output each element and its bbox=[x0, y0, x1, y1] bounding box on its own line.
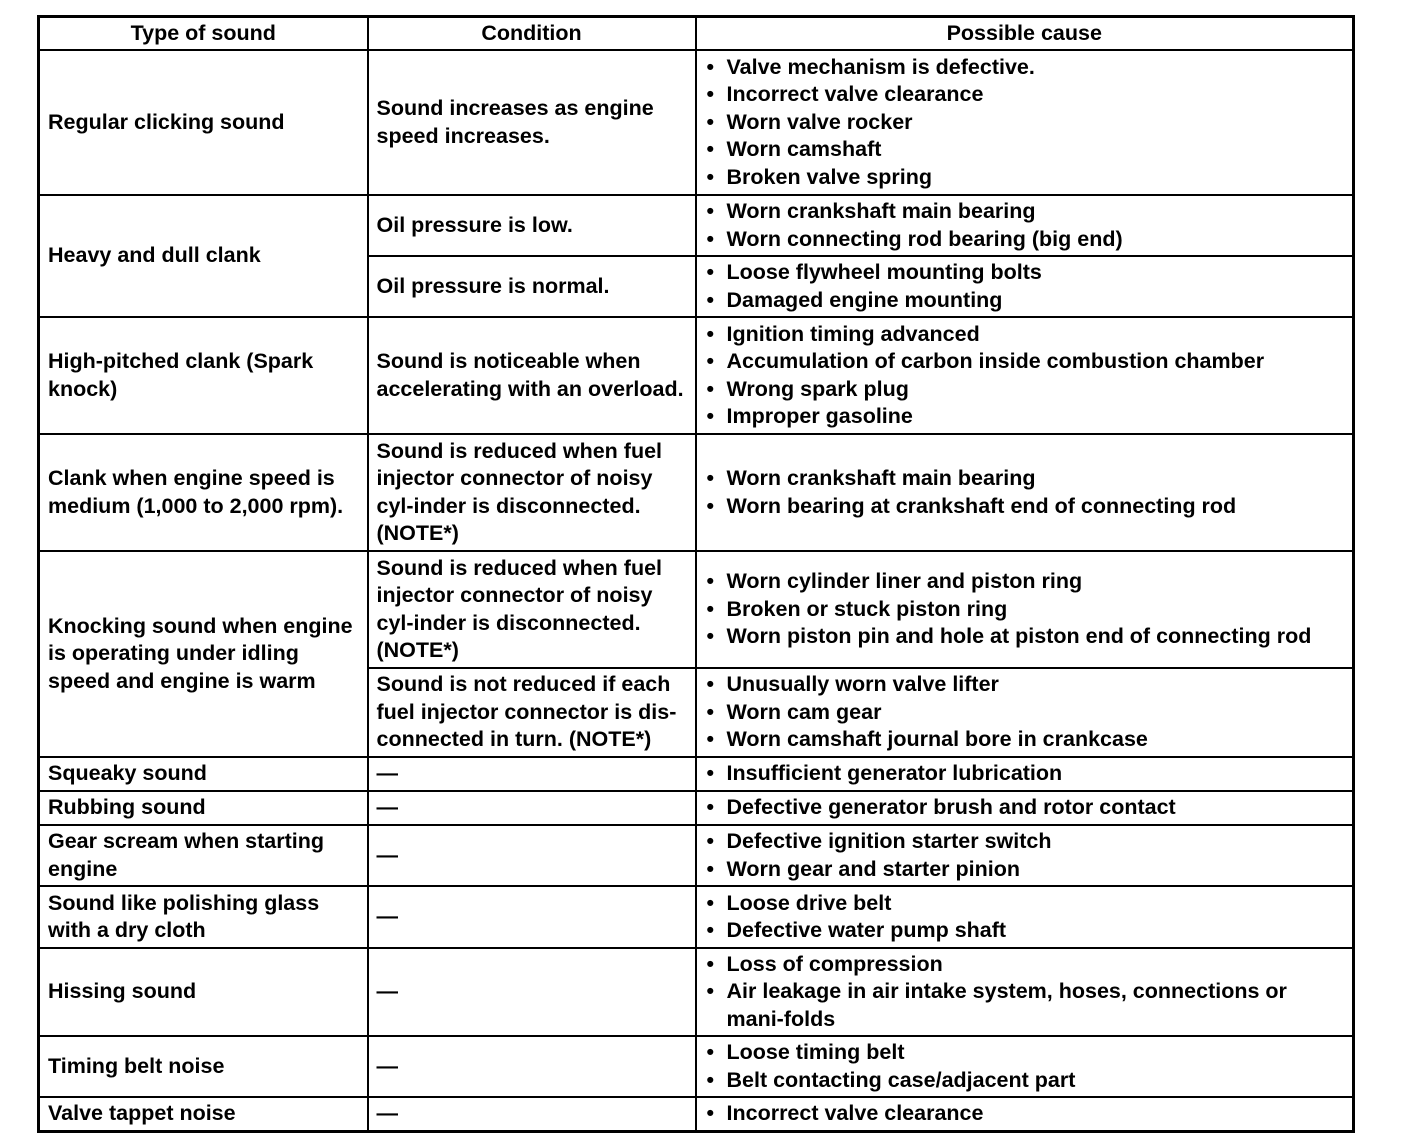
cause-item: • Valve mechanism is defective. bbox=[705, 54, 1345, 82]
cause-item: • Defective water pump shaft bbox=[705, 917, 1345, 945]
cause-list bbox=[705, 951, 1345, 1034]
table-row bbox=[39, 434, 1354, 551]
cause-list bbox=[705, 1039, 1345, 1094]
cause-item: • Worn bearing at crankshaft end of connecting rod bbox=[705, 493, 1345, 521]
cause-list bbox=[705, 828, 1345, 883]
condition-cell: — bbox=[368, 886, 696, 948]
cause-list bbox=[705, 890, 1345, 945]
cause-item: • Ignition timing advanced bbox=[705, 321, 1345, 349]
cause-item: • Worn cam gear bbox=[705, 699, 1345, 727]
condition-cell: — bbox=[368, 791, 696, 825]
engine-noise-troubleshooting-table bbox=[37, 15, 1355, 1133]
cause-list bbox=[705, 54, 1345, 192]
cause-item: • Accumulation of carbon inside combustion chamber bbox=[705, 348, 1345, 376]
cause-item: • Incorrect valve clearance bbox=[705, 81, 1345, 109]
sound-type-cell: Squeaky sound bbox=[39, 757, 368, 791]
cause-list bbox=[705, 259, 1345, 314]
cause-item: • Improper gasoline bbox=[705, 403, 1345, 431]
cause-item: • Worn gear and starter pinion bbox=[705, 856, 1345, 884]
table-row bbox=[39, 825, 1354, 886]
header-row bbox=[39, 17, 1354, 51]
cause-cell bbox=[696, 886, 1354, 948]
cause-item: • Damaged engine mounting bbox=[705, 287, 1345, 315]
cause-cell bbox=[696, 317, 1354, 434]
condition-cell: — bbox=[368, 1097, 696, 1131]
sound-type-cell: Rubbing sound bbox=[39, 791, 368, 825]
cause-list bbox=[705, 568, 1345, 651]
condition-cell: Sound is reduced when fuel injector connector of noisy cyl-inder is disconnected. (NOTE*) bbox=[368, 551, 696, 668]
table-row bbox=[39, 948, 1354, 1036]
sound-type-cell: Gear scream when starting engine bbox=[39, 825, 368, 886]
cause-item: • Loss of compression bbox=[705, 951, 1345, 979]
cause-item: • Incorrect valve clearance bbox=[705, 1100, 1345, 1128]
cause-item: • Defective ignition starter switch bbox=[705, 828, 1345, 856]
cause-item: • Loose timing belt bbox=[705, 1039, 1345, 1067]
header-possible-cause: Possible cause bbox=[696, 17, 1354, 51]
cause-item: • Worn camshaft bbox=[705, 136, 1345, 164]
header-type-of-sound: Type of sound bbox=[39, 17, 368, 51]
cause-item: • Belt contacting case/adjacent part bbox=[705, 1067, 1345, 1095]
condition-cell: — bbox=[368, 825, 696, 886]
condition-cell: Oil pressure is low. bbox=[368, 195, 696, 256]
condition-cell: Oil pressure is normal. bbox=[368, 256, 696, 317]
table-row bbox=[39, 195, 1354, 256]
cause-list bbox=[705, 760, 1345, 788]
cause-item: • Defective generator brush and rotor contact bbox=[705, 794, 1345, 822]
table-row bbox=[39, 886, 1354, 948]
sound-type-cell: Valve tappet noise bbox=[39, 1097, 368, 1131]
cause-item: • Worn crankshaft main bearing bbox=[705, 198, 1345, 226]
cause-cell bbox=[696, 50, 1354, 195]
sound-type-cell: Regular clicking sound bbox=[39, 50, 368, 195]
cause-cell bbox=[696, 757, 1354, 791]
cause-list bbox=[705, 671, 1345, 754]
cause-item: • Insufficient generator lubrication bbox=[705, 760, 1345, 788]
table-row bbox=[39, 757, 1354, 791]
cause-cell bbox=[696, 1036, 1354, 1097]
condition-cell: — bbox=[368, 948, 696, 1036]
table-row bbox=[39, 791, 1354, 825]
cause-item: • Worn valve rocker bbox=[705, 109, 1345, 137]
sound-type-cell: Clank when engine speed is medium (1,000 to 2,000 rpm). bbox=[39, 434, 368, 551]
header-condition: Condition bbox=[368, 17, 696, 51]
cause-cell bbox=[696, 551, 1354, 668]
cause-item: • Loose drive belt bbox=[705, 890, 1345, 918]
cause-cell bbox=[696, 1097, 1354, 1131]
table-row bbox=[39, 317, 1354, 434]
sound-type-cell: Hissing sound bbox=[39, 948, 368, 1036]
cause-item: • Broken valve spring bbox=[705, 164, 1345, 192]
cause-item: • Loose flywheel mounting bolts bbox=[705, 259, 1345, 287]
cause-item: • Broken or stuck piston ring bbox=[705, 596, 1345, 624]
cause-item: • Worn camshaft journal bore in crankcase bbox=[705, 726, 1345, 754]
sound-type-cell: Heavy and dull clank bbox=[39, 195, 368, 317]
cause-list bbox=[705, 321, 1345, 431]
cause-item: • Worn piston pin and hole at piston end of connecting rod bbox=[705, 623, 1345, 651]
cause-item: • Worn connecting rod bearing (big end) bbox=[705, 226, 1345, 254]
cause-item: • Air leakage in air intake system, hoses, connections or mani-folds bbox=[705, 978, 1345, 1033]
sound-type-cell: Sound like polishing glass with a dry cloth bbox=[39, 886, 368, 948]
table-row bbox=[39, 551, 1354, 668]
cause-list bbox=[705, 465, 1345, 520]
condition-cell: — bbox=[368, 1036, 696, 1097]
table-row bbox=[39, 1097, 1354, 1131]
sound-type-cell: Knocking sound when engine is operating under idling speed and engine is warm bbox=[39, 551, 368, 757]
cause-list bbox=[705, 1100, 1345, 1128]
cause-cell bbox=[696, 434, 1354, 551]
condition-cell: Sound is reduced when fuel injector connector of noisy cyl-inder is disconnected. (NOTE*) bbox=[368, 434, 696, 551]
cause-item: • Worn cylinder liner and piston ring bbox=[705, 568, 1345, 596]
cause-item: • Worn crankshaft main bearing bbox=[705, 465, 1345, 493]
sound-type-cell: High-pitched clank (Spark knock) bbox=[39, 317, 368, 434]
cause-cell bbox=[696, 791, 1354, 825]
condition-cell: Sound increases as engine speed increases. bbox=[368, 50, 696, 195]
table-row bbox=[39, 50, 1354, 195]
condition-cell: Sound is not reduced if each fuel injector connector is dis-connected in turn. (NOTE*) bbox=[368, 668, 696, 757]
cause-item: • Wrong spark plug bbox=[705, 376, 1345, 404]
table-row bbox=[39, 1036, 1354, 1097]
sound-type-cell: Timing belt noise bbox=[39, 1036, 368, 1097]
cause-cell bbox=[696, 195, 1354, 256]
cause-item: • Unusually worn valve lifter bbox=[705, 671, 1345, 699]
cause-cell bbox=[696, 668, 1354, 757]
cause-list bbox=[705, 198, 1345, 253]
cause-cell bbox=[696, 256, 1354, 317]
cause-cell bbox=[696, 948, 1354, 1036]
cause-cell bbox=[696, 825, 1354, 886]
cause-list bbox=[705, 794, 1345, 822]
condition-cell: — bbox=[368, 757, 696, 791]
condition-cell: Sound is noticeable when accelerating with an overload. bbox=[368, 317, 696, 434]
